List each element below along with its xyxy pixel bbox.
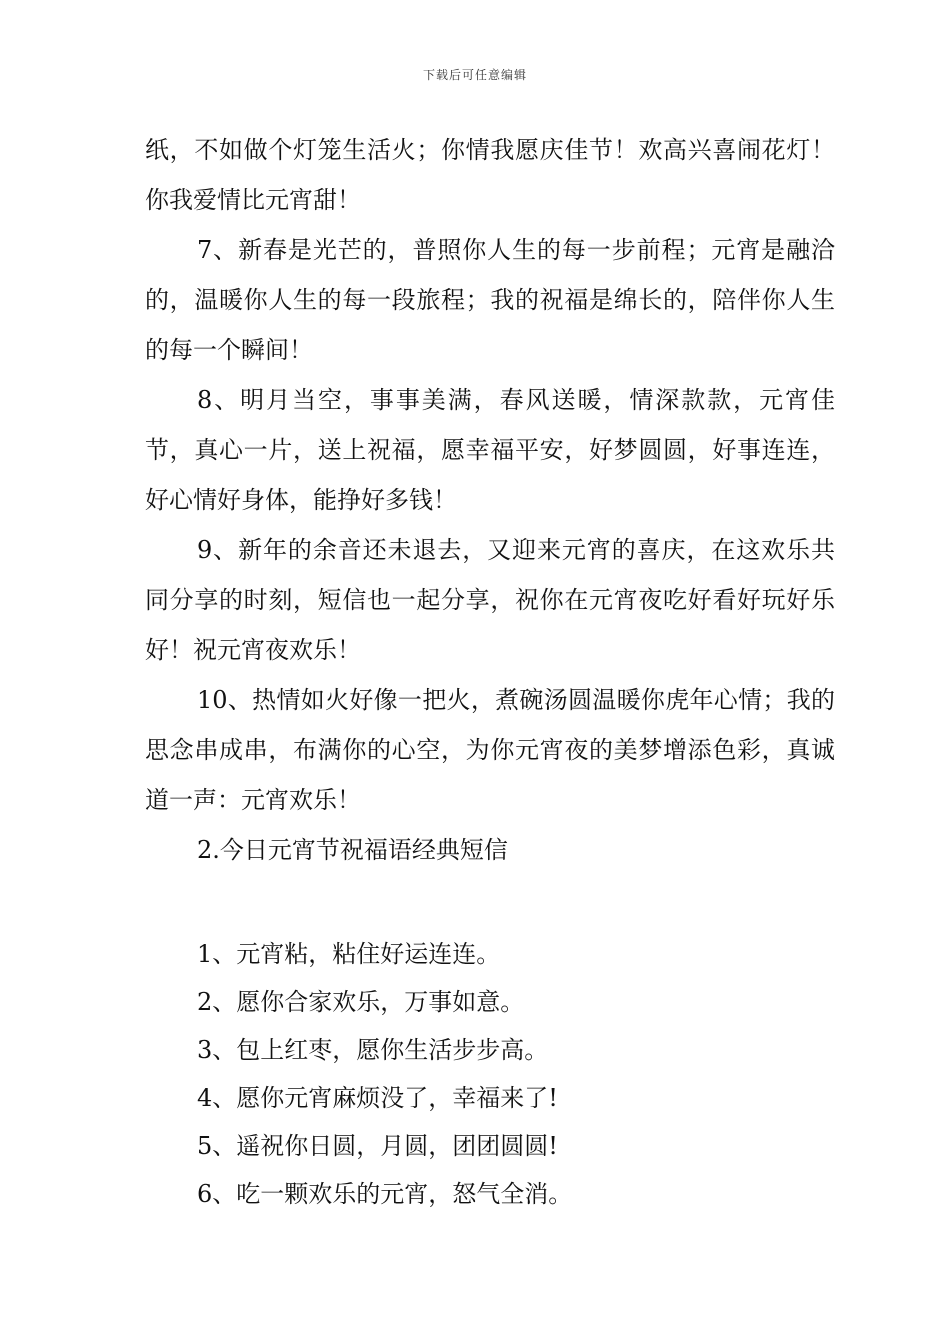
list-item: 1、元宵粘，粘住好运连连。 — [197, 940, 501, 968]
section-heading: 2.今日元宵节祝福语经典短信 — [197, 836, 508, 864]
paragraph-item-10: 10、热情如火好像一把火，煮碗汤圆温暖你虎年心情；我的思念串成串，布满你的心空，为你元宵夜的美梦增添色彩，真诚道一声：元宵欢乐！ — [145, 686, 835, 814]
list-item: 6、吃一颗欢乐的元宵，怒气全消。 — [197, 1180, 573, 1208]
list-item: 3、包上红枣，愿你生活步步高。 — [197, 1036, 549, 1064]
section-spacer — [145, 875, 835, 930]
list-item: 2、愿你合家欢乐，万事如意。 — [197, 988, 525, 1016]
document-body — [145, 125, 835, 1218]
paragraph-item-7: 7、新春是光芒的，普照你人生的每一步前程；元宵是融洽的，温暖你人生的每一段旅程；我的祝福是绵长的，陪伴你人生的每一个瞬间！ — [145, 236, 835, 364]
paragraph-continuation: 纸，不如做个灯笼生活火；你情我愿庆佳节！欢高兴喜闹花灯！你我爱情比元宵甜！ — [145, 136, 835, 214]
paragraph-item-9: 9、新年的余音还未退去，又迎来元宵的喜庆，在这欢乐共同分享的时刻，短信也一起分享，祝你在元宵夜吃好看好玩好乐好！祝元宵夜欢乐！ — [145, 536, 835, 664]
list-item: 4、愿你元宵麻烦没了，幸福来了! — [197, 1084, 558, 1112]
paragraph-item-8: 8、明月当空，事事美满，春风送暖，情深款款，元宵佳节，真心一片，送上祝福，愿幸福平安，好梦圆圆，好事连连，好心情好身体，能挣好多钱！ — [145, 386, 835, 514]
page-header: 下载后可任意编辑 — [422, 68, 527, 82]
list-item: 5、遥祝你日圆，月圆，团团圆圆! — [197, 1132, 558, 1160]
